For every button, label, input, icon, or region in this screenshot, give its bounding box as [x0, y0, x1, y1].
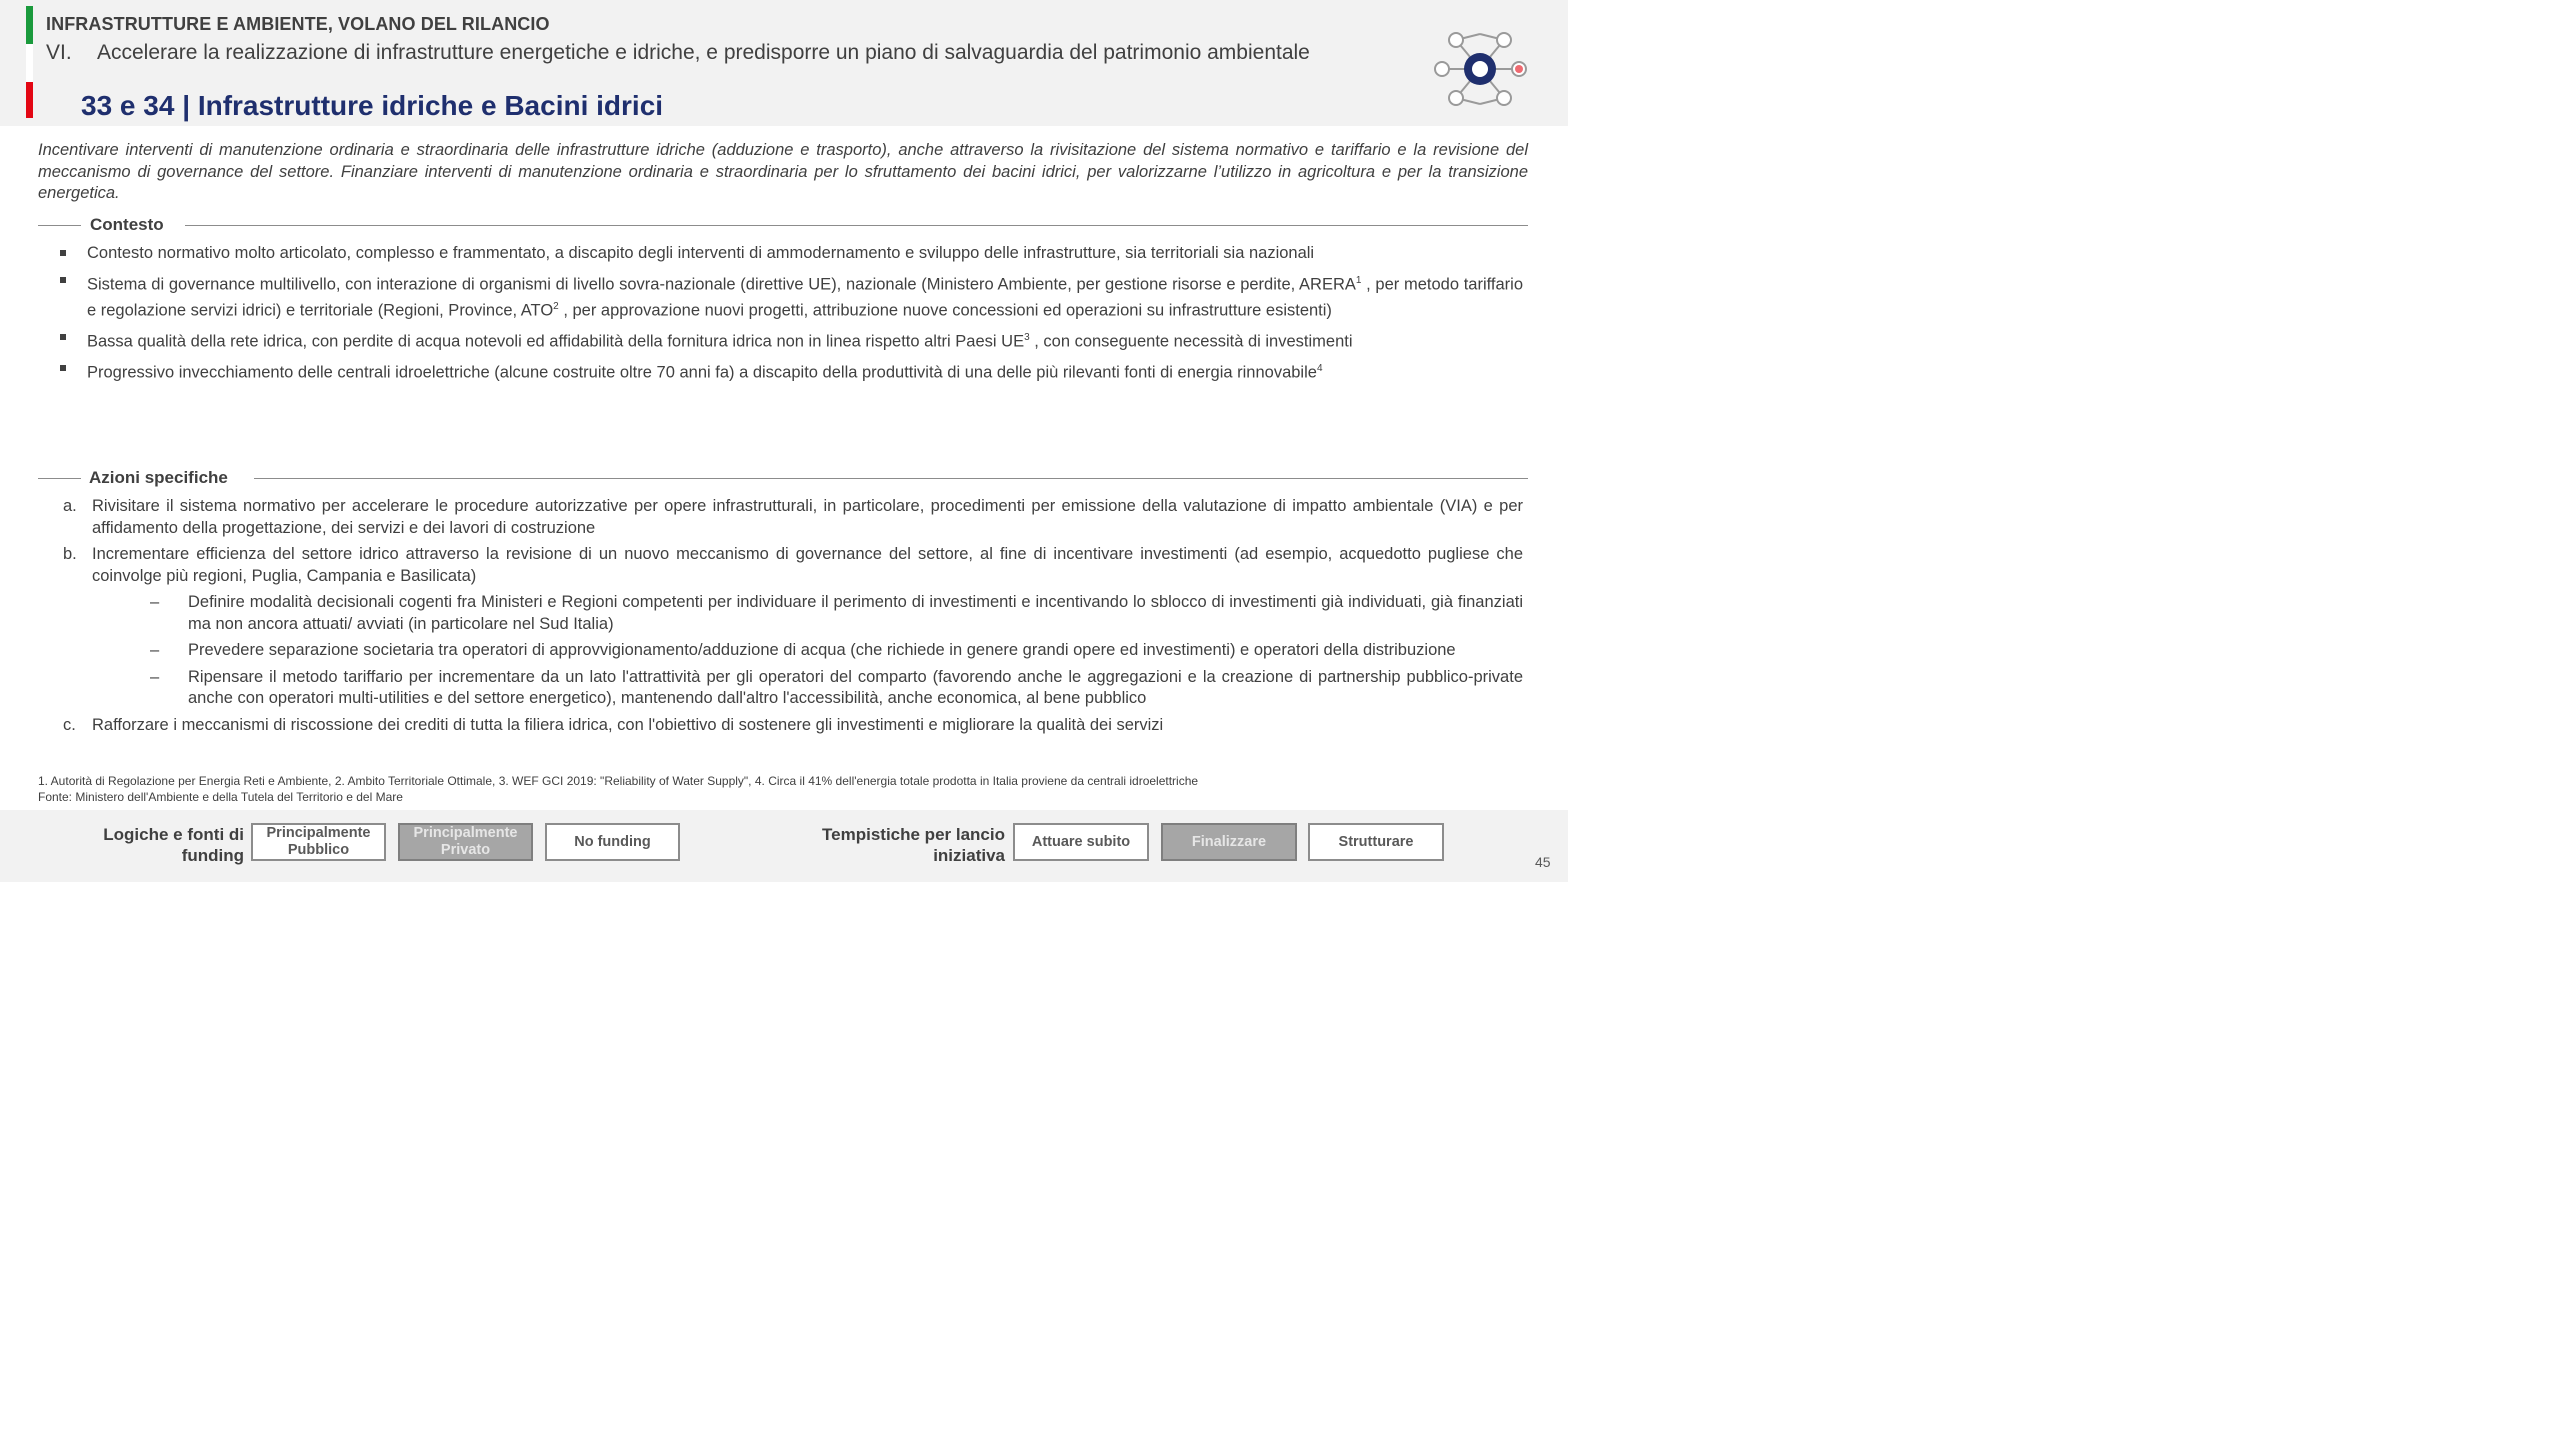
source-text: Fonte: Ministero dell'Ambiente e della Tutela del Territorio e del Mare [38, 790, 403, 804]
sub-list-item: – Prevedere separazione societaria tra operatori di approvvigionamento/adduzione di acqua (che richiede in genere grandi opere ed investimenti) e operatori della distribuzione [0, 640, 1523, 662]
section-title: INFRASTRUTTURE E AMBIENTE, VOLANO DEL RILANCIO [46, 14, 550, 34]
funding-option-privato[interactable]: Principalmente Privato [398, 823, 533, 861]
divider-line [254, 478, 1528, 479]
list-item: Contesto normativo molto articolato, complesso e frammentato, a discapito degli interventi di ammodernamento e sviluppo delle infrastrutture, sia territoriali sia nazionali [0, 243, 1523, 265]
page-title: 33 e 34 | Infrastrutture idriche e Bacini idrici [81, 90, 664, 121]
flag-white-stripe [26, 44, 33, 82]
contesto-section-heading [38, 214, 1528, 236]
item-marker: – [150, 667, 160, 686]
bullet-marker [60, 277, 66, 283]
footnote-ref: 1 [1355, 274, 1362, 286]
footnote-ref: 2 [553, 300, 559, 312]
network-hub-logo-icon [1428, 28, 1532, 115]
footnote-text: 1. Autorità di Regolazione per Energia Reti e Ambiente, 2. Ambito Territoriale Ottimale, 3. WEF GCI 2019: "Reliability of Water Supply", 4. Circa il 41% dell'energia totale prodotta in Italia proviene da centrali idroelettriche [38, 774, 1199, 788]
item-marker: a. [63, 497, 77, 515]
flag-green-stripe [26, 6, 33, 44]
page-subtitle: Accelerare la realizzazione di infrastrutture energetiche e idriche, e predisporre un piano di salvaguardia del patrimonio ambientale [97, 41, 1310, 64]
azioni-heading: Azioni specifiche [89, 468, 228, 487]
item-marker: b. [63, 545, 77, 563]
timing-option-finalizzare[interactable]: Finalizzare [1161, 823, 1297, 861]
bullet-marker [60, 334, 66, 340]
timing-option-strutturare[interactable]: Strutturare [1308, 823, 1444, 861]
funding-option-pubblico[interactable]: Principalmente Pubblico [251, 823, 386, 861]
item-marker: – [150, 593, 160, 611]
item-marker: – [150, 641, 160, 659]
azioni-list [0, 496, 1523, 741]
initiative-description: Incentivare interventi di manutenzione ordinaria e straordinaria delle infrastrutture idriche (adduzione e trasporto), anche attraverso la rivisitazione del sistema normativo e tariffario e la revisione del meccanismo di governance del settore. Finanziare interventi di manutenzione ordinaria e straordinaria per lo sfruttamento dei bacini idrici, per valorizzarne l’utilizzo in agricoltura e per la transizione energetica. [38, 141, 1528, 202]
page-number: 45 [1535, 854, 1551, 870]
azioni-section-heading [38, 467, 1528, 489]
list-item: Progressivo invecchiamento delle centrali idroelettriche (alcune costruite oltre 70 anni fa) a discapito della produttività di una delle più rilevanti fonti di energia rinnovabile$^4$ [0, 358, 1523, 384]
funding-option-no-funding[interactable]: No funding [545, 823, 680, 861]
timing-label: Tempistiche per lancio iniziativa [822, 825, 1005, 865]
list-item: Sistema di governance multilivello, con interazione di organismi di livello sovra-nazionale (direttive UE), nazionale (Ministero Ambiente, per gestione risorse e perdite, ARERA$^1$ , per metodo tariffario e regolazione servizi idrici) e territoriale (Regioni, Province, ATO$^2$ , per approvazione nuovi progetti, attribuzione nuove concessioni ed operazioni su infrastrutture esistenti) [0, 270, 1523, 322]
divider-line [38, 478, 81, 479]
sub-list-item: – Ripensare il metodo tariffario per incrementare da un lato l'attrattività per gli operatori del comparto (favorendo anche le aggregazioni e la creazione di partnership pubblico-private anche con operatori multi-utilities e del settore energetico), mantenendo dall'altro l'accessibilità, anche economica, al bene pubblico [150, 667, 1523, 707]
divider-line [185, 225, 1528, 226]
footnotes [38, 773, 1198, 805]
sub-list-item: – Definire modalità decisionali cogenti fra Ministeri e Regioni competenti per individuare il perimento di investimenti e incentivando lo sblocco di investimenti già individuati, già finanziati ma non ancora attuati/ avviati (in particolare nel Sud Italia) [150, 593, 1523, 633]
list-item: a. Rivisitare il sistema normativo per accelerare le procedure autorizzative per opere infrastrutturali, in particolare, procedimenti per emissione della valutazione di impatto ambientale (VIA) e per affidamento della progettazione, dei servizi e dei lavori di costruzione [63, 497, 1523, 537]
item-marker: c. [63, 715, 76, 734]
bullet-marker [60, 365, 66, 371]
timing-option-attuare-subito[interactable]: Attuare subito [1013, 823, 1149, 861]
bullet-marker [60, 250, 66, 256]
list-item: Bassa qualità della rete idrica, con perdite di acqua notevoli ed affidabilità della fornitura idrica non in linea rispetto altri Paesi $UE^3$ , con conseguente necessità di investimenti [0, 327, 1523, 353]
footnote-ref: 3 [1024, 331, 1030, 343]
list-item: c. Rafforzare i meccanismi di riscossione dei crediti di tutta la filiera idrica, con l'obiettivo di sostenere gli investimenti e migliorare la qualità dei servizi [0, 715, 1523, 737]
section-number: VI. [46, 41, 72, 64]
flag-red-stripe [26, 82, 33, 118]
divider-line [38, 225, 81, 226]
list-item: b. Incrementare efficienza del settore idrico attraverso la revisione di un nuovo meccanismo di governance del settore, al fine di incentivare investimenti (ad esempio, acquedotto pugliese che coinvolge più regioni, Puglia, Campania e Basilicata) [63, 545, 1523, 585]
funding-label: Logiche e fonti di funding [103, 825, 244, 865]
contesto-heading: Contesto [90, 215, 164, 234]
footnote-ref: 4 [1316, 362, 1323, 374]
contesto-list [0, 243, 1523, 389]
